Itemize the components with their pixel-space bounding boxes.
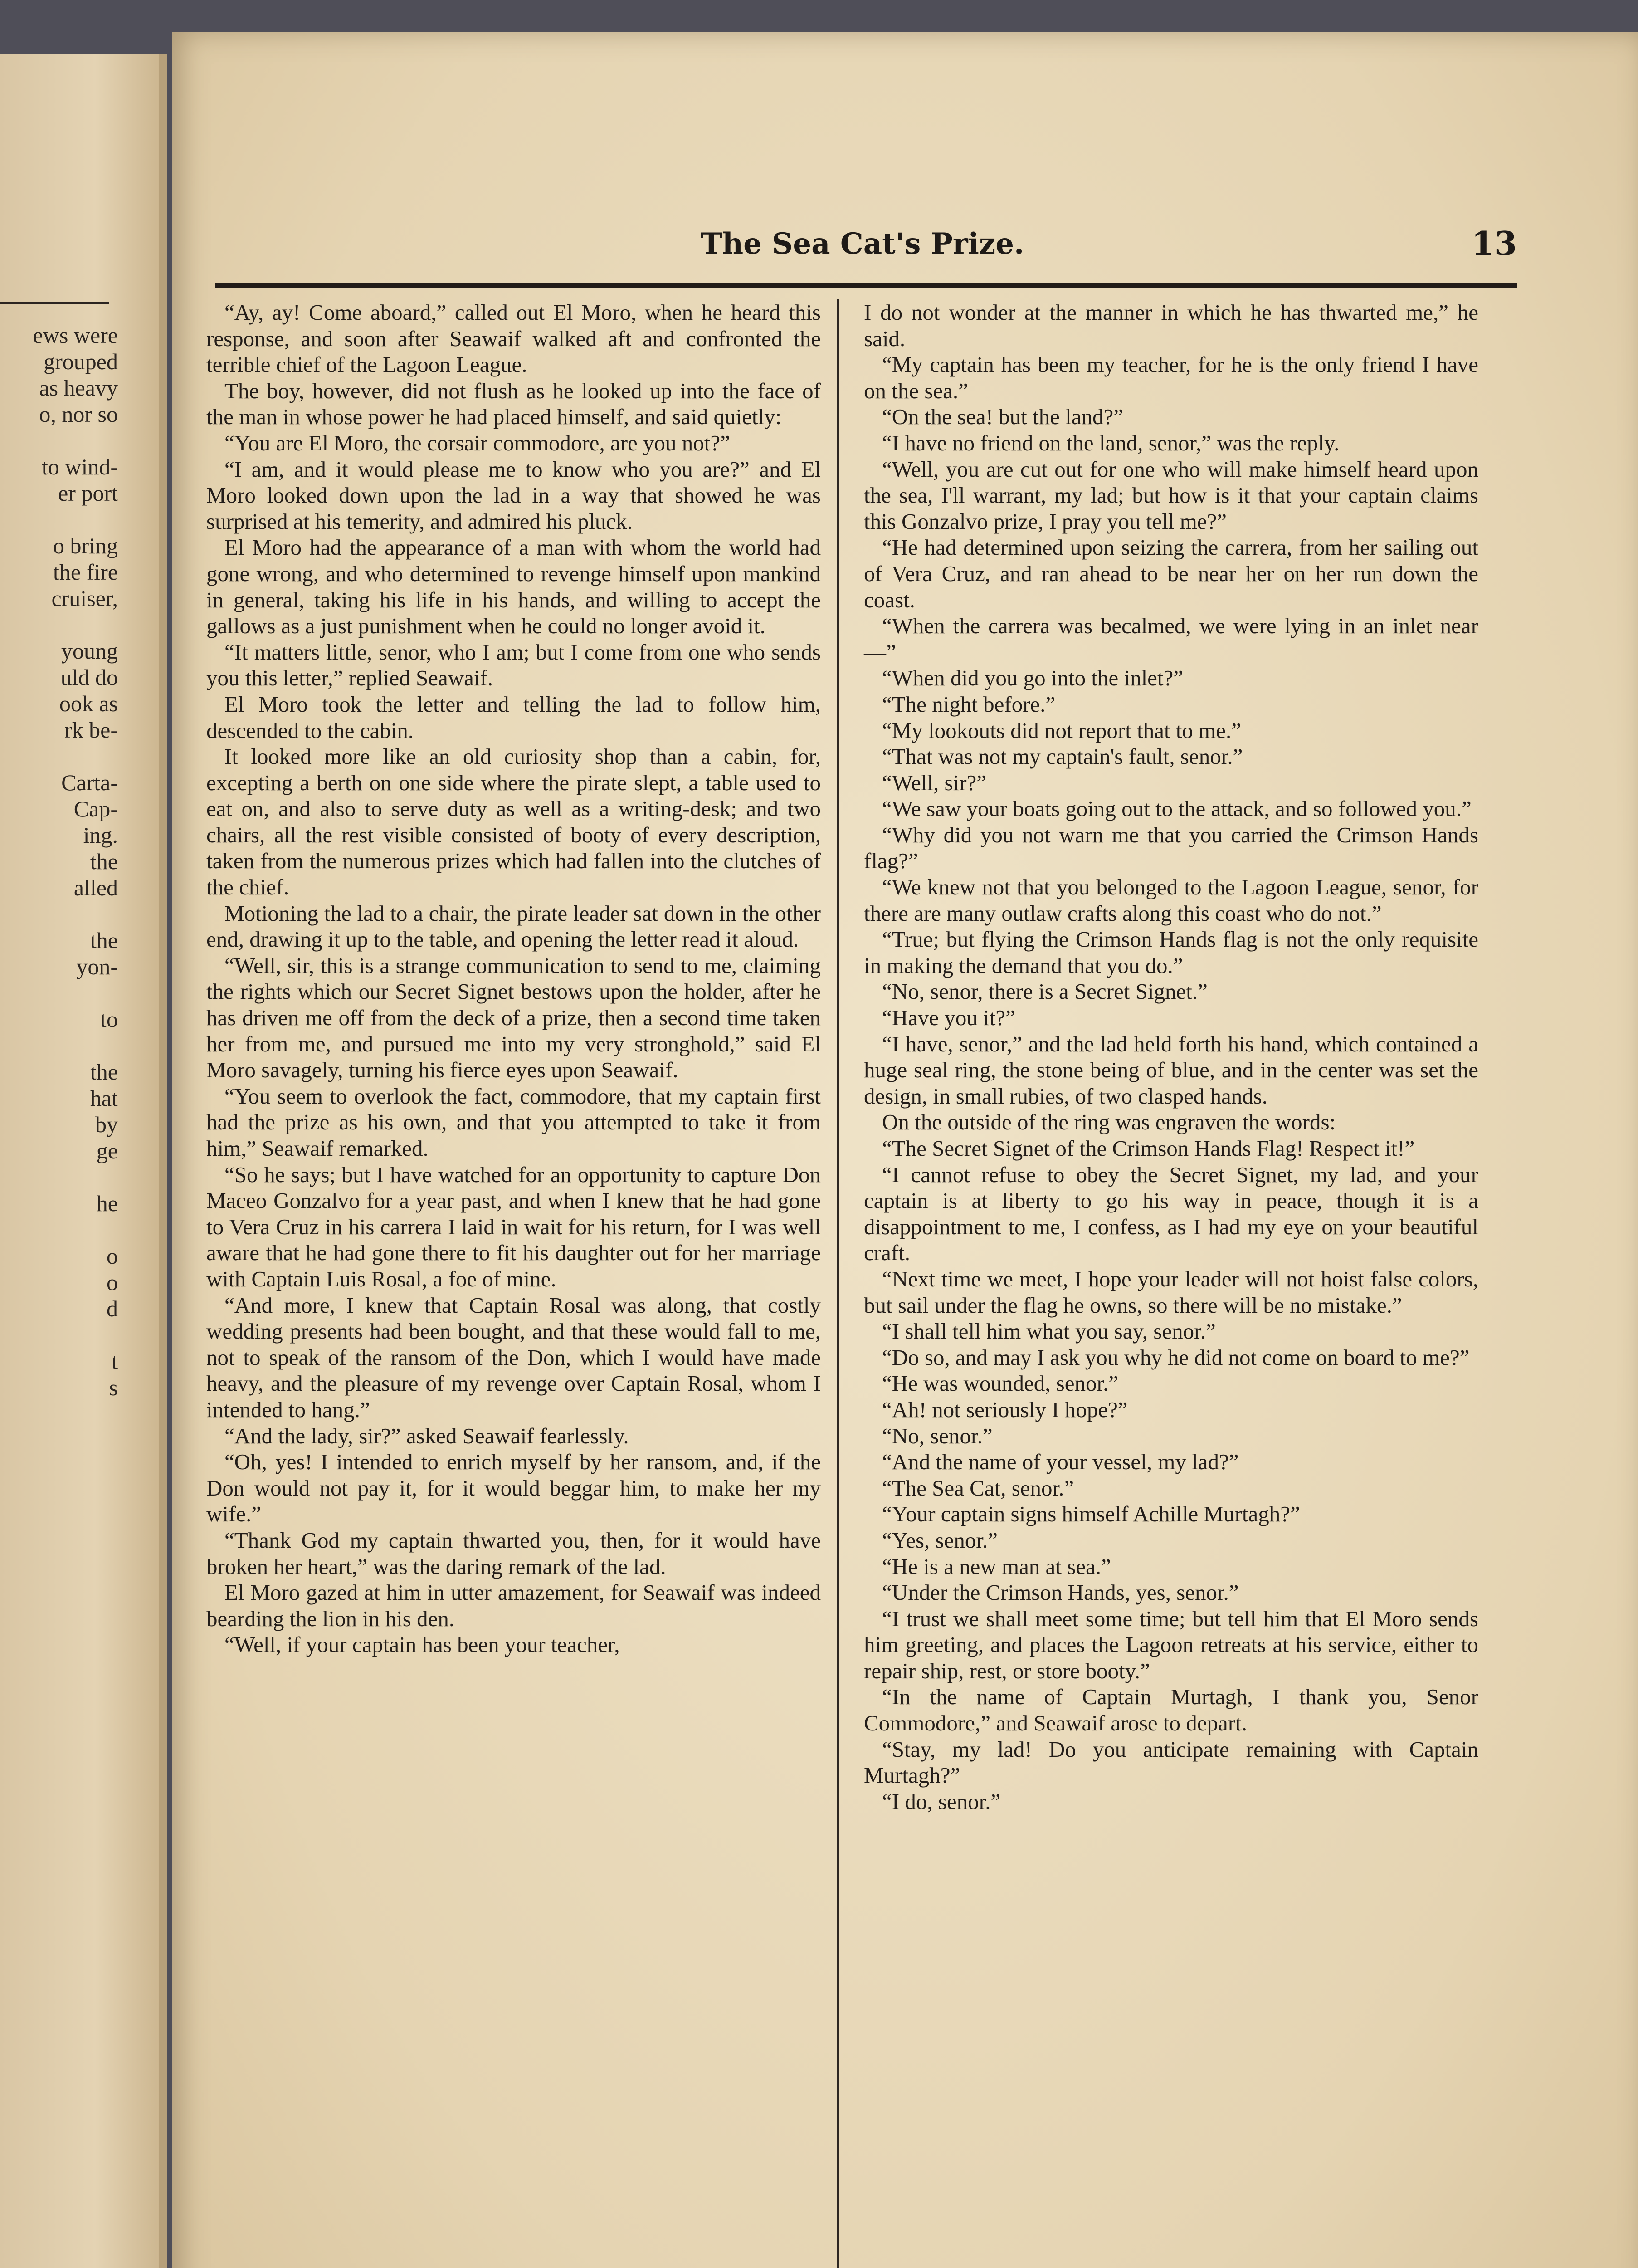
fragment-line: the [90,928,118,953]
paragraph: “When the carrera was becalmed, we were lying in an inlet near—” [864,613,1478,665]
paragraph: “He had determined upon seizing the carrera, from her sailing out of Vera Cruz, and ran ahead to be near her on her run down the coast. [864,535,1478,612]
fragment-line: alled [73,875,118,900]
fragment-line: Carta- [61,770,118,795]
fragment-line: o [107,1243,118,1269]
paragraph: “You seem to overlook the fact, commodore, that my captain first had the prize as his own, and that you attempted to take it from him,” Seawaif remarked. [206,1083,821,1161]
paragraph: I do not wonder at the manner in which he has thwarted me,” he said. [864,300,1478,351]
paragraph: “My captain has been my teacher, for he is the only friend I have on the sea.” [864,352,1478,403]
fragment-line [0,506,118,533]
paragraph: “I trust we shall meet some time; but tell him that El Moro sends him greeting, and places the Lagoon retreats at his service, either to repair ship, rest, or store booty.” [864,1606,1478,1683]
fragment-line [0,901,118,927]
paragraph: “He is a new man at sea.” [882,1554,1111,1579]
previous-page-text-fragment [0,322,118,1401]
paragraph: “The Sea Cat, senor.” [882,1475,1074,1501]
fragment-line: s [109,1375,118,1400]
fragment-line: o [107,1270,118,1295]
fragment-line: o bring [53,533,118,558]
paragraph: “I do, senor.” [882,1789,1001,1814]
fragment-line: t [112,1349,118,1374]
previous-page-edge [0,54,167,2268]
fragment-line: to [100,1007,118,1032]
paragraph: “I am, and it would please me to know who you are?” and El Moro looked down upon the lad in a way that showed he was surprised at his temerity, and admired his pluck. [206,456,821,534]
page [172,32,1638,2268]
fragment-line: by [95,1112,118,1137]
paragraph: “We saw your boats going out to the attack, and so followed you.” [882,796,1472,821]
paragraph: “That was not my captain's fault, senor.” [882,744,1243,769]
fragment-line: yon- [76,954,118,979]
paragraph: “Well, sir?” [882,770,987,795]
paragraph: “Have you it?” [882,1005,1015,1031]
fragment-line: the fire [53,559,118,585]
paragraph: “Well, you are cut out for one who will make himself heard upon the sea, I'll warrant, my lad; but how is it that your captain claims this Gonzalvo prize, I pray you tell me?” [864,456,1478,534]
paragraph: “In the name of Captain Murtagh, I thank you, Senor Commodore,” and Seawaif arose to depart. [864,1684,1478,1736]
fragment-line [0,1164,118,1190]
fragment-line: cruiser, [51,586,118,611]
paragraph: “Ah! not seriously I hope?” [882,1397,1128,1422]
paragraph: “No, senor, there is a Secret Signet.” [882,979,1208,1004]
paragraph: “My lookouts did not report that to me.” [882,718,1242,743]
fragment-line: er port [58,480,118,506]
paragraph: “I have, senor,” and the lad held forth his hand, which contained a huge seal ring, the stone being of blue, and in the center was set the design, in small rubies, of two clasped hands. [864,1031,1478,1109]
previous-page-header-rule [0,302,109,304]
fragment-line [0,1032,118,1059]
right-text-column [864,299,1478,1814]
paragraph: “Well, if your captain has been your teacher, [224,1632,620,1657]
paragraph: El Moro had the appearance of a man with whom the world had gone wrong, and who determined to revenge himself upon mankind in general, taking his life in his hands, and willing to accept the gallows as a just punishment when he could no longer avoid it. [206,535,821,639]
paragraph: “When did you go into the inlet?” [882,665,1184,691]
paragraph: “He was wounded, senor.” [882,1371,1119,1396]
paragraph: It looked more like an old curiosity shop than a cabin, for, excepting a berth on one side where the pirate slept, a table used to eat on, and also to serve duty as well as a writing-desk; and two chairs, all the rest visible consisted of booty of every description, taken from the numerous prizes which had fallen into the clutches of the chief. [206,744,821,900]
fragment-line: ge [96,1138,118,1163]
fragment-line: the [90,849,118,874]
page-header [215,222,1517,272]
fragment-line: young [61,638,118,664]
paragraph: “On the sea! but the land?” [882,404,1123,430]
paragraph: “Next time we meet, I hope your leader will not hoist false colors, but sail under the flag he owns, so there will be no mistake.” [864,1266,1478,1318]
paragraph: On the outside of the ring was engraven the words: [882,1110,1336,1135]
paragraph: “Why did you not warn me that you carried the Crimson Hands flag?” [864,822,1478,874]
fragment-line [0,1217,118,1243]
fragment-line: ook as [59,691,118,716]
fragment-line [0,1322,118,1348]
paragraph: “Stay, my lad! Do you anticipate remaining with Captain Murtagh?” [864,1736,1478,1788]
paragraph: El Moro gazed at him in utter amazement, for Seawaif was indeed bearding the lion in his den. [206,1580,821,1631]
paragraph: The boy, however, did not flush as he looked up into the face of the man in whose power he had placed himself, and said quietly: [206,378,821,430]
fragment-line: to wind- [41,454,118,479]
paragraph: “Do so, and may I ask you why he did not come on board to me?” [882,1344,1470,1370]
fragment-line: o, nor so [39,401,118,427]
page-number: 13 [1471,224,1517,263]
fragment-line: as heavy [39,375,118,401]
paragraph: “Yes, senor.” [882,1527,998,1553]
running-title: The Sea Cat's Prize. [701,227,1024,261]
paragraph: “I have no friend on the land, senor,” was the reply. [882,430,1340,455]
paragraph: “It matters little, senor, who I am; but I come from one who sends you this letter,” replied Seawaif. [206,639,821,691]
fragment-line: d [107,1296,118,1321]
fragment-line [0,427,118,454]
fragment-line: he [96,1191,118,1216]
fragment-line: hat [90,1085,118,1111]
paragraph: “I cannot refuse to obey the Secret Signet, my lad, and your captain is at liberty to go his way in peace, though it is a disappointment to me, I confess, as I had my eye on your beautiful craft. [864,1162,1478,1266]
paragraph: “Well, sir, this is a strange communication to send to me, claiming the rights which our Secret Signet bestows upon the holder, after he has driven me off from the deck of a prize, then a second time taken her from me, and pursued me into my very stronghold,” said El Moro savagely, turning his fierce eyes upon Seawaif. [206,953,821,1083]
fragment-line: the [90,1059,118,1085]
fragment-line [0,743,118,769]
paragraph: “Ay, ay! Come aboard,” called out El Moro, when he heard this response, and soon after Seawaif walked aft and confronted the terrible chief of the Lagoon League. [206,300,821,377]
paragraph: “And the lady, sir?” asked Seawaif fearlessly. [224,1423,629,1448]
paragraph: “The night before.” [882,691,1056,717]
paragraph: “The Secret Signet of the Crimson Hands Flag! Respect it!” [882,1136,1415,1161]
paragraph: Motioning the lad to a chair, the pirate leader sat down in the other end, drawing it up to the table, and opening the letter read it aloud. [206,900,821,952]
fragment-line: uld do [60,665,118,690]
paragraph: “Your captain signs himself Achille Murtagh?” [882,1501,1300,1527]
paragraph: “Thank God my captain thwarted you, then, for it would have broken her heart,” was the daring remark of the lad. [206,1527,821,1579]
paragraph: “And more, I knew that Captain Rosal was along, that costly wedding presents had been bought, and that these would fall to me, not to speak of the ransom of the Don, which I would have made heavy, and the pleasure of my revenge over Captain Rosal, whom I intended to hang.” [206,1292,821,1422]
paragraph: El Moro took the letter and telling the lad to follow him, descended to the cabin. [206,691,821,743]
fragment-line: grouped [44,349,118,374]
fragment-line: rk be- [64,717,118,743]
fragment-line [0,611,118,638]
paragraph: “And the name of your vessel, my lad?” [882,1449,1239,1475]
paragraph: “Oh, yes! I intended to enrich myself by her ransom, and, if the Don would not pay it, for it would beggar him, to make her my wife.” [206,1449,821,1527]
paragraph: “So he says; but I have watched for an opportunity to capture Don Maceo Gonzalvo for a year past, and when I knew that he had gone to Vera Cruz in his carrera I laid in wait for his return, for I was well aware that he had gone there to fit his daughter out for her marriage with Captain Luis Rosal, a foe of mine. [206,1162,821,1291]
fragment-line [0,980,118,1006]
left-text-column [206,299,821,1658]
column-divider [837,299,839,2268]
fragment-line: Cap- [73,796,118,821]
paragraph: “I shall tell him what you say, senor.” [882,1319,1216,1344]
paragraph: “We knew not that you belonged to the Lagoon League, senor, for there are many outlaw crafts along this coast who do not.” [864,875,1478,926]
fragment-line: ing. [83,822,118,848]
paragraph: “You are El Moro, the corsair commodore, are you not?” [224,430,730,455]
paragraph: “Under the Crimson Hands, yes, senor.” [882,1580,1239,1605]
header-rule [215,284,1517,288]
paragraph: “No, senor.” [882,1423,993,1448]
paragraph: “True; but flying the Crimson Hands flag is not the only requisite in making the demand that you do.” [864,927,1478,978]
fragment-line: ews were [33,323,118,348]
